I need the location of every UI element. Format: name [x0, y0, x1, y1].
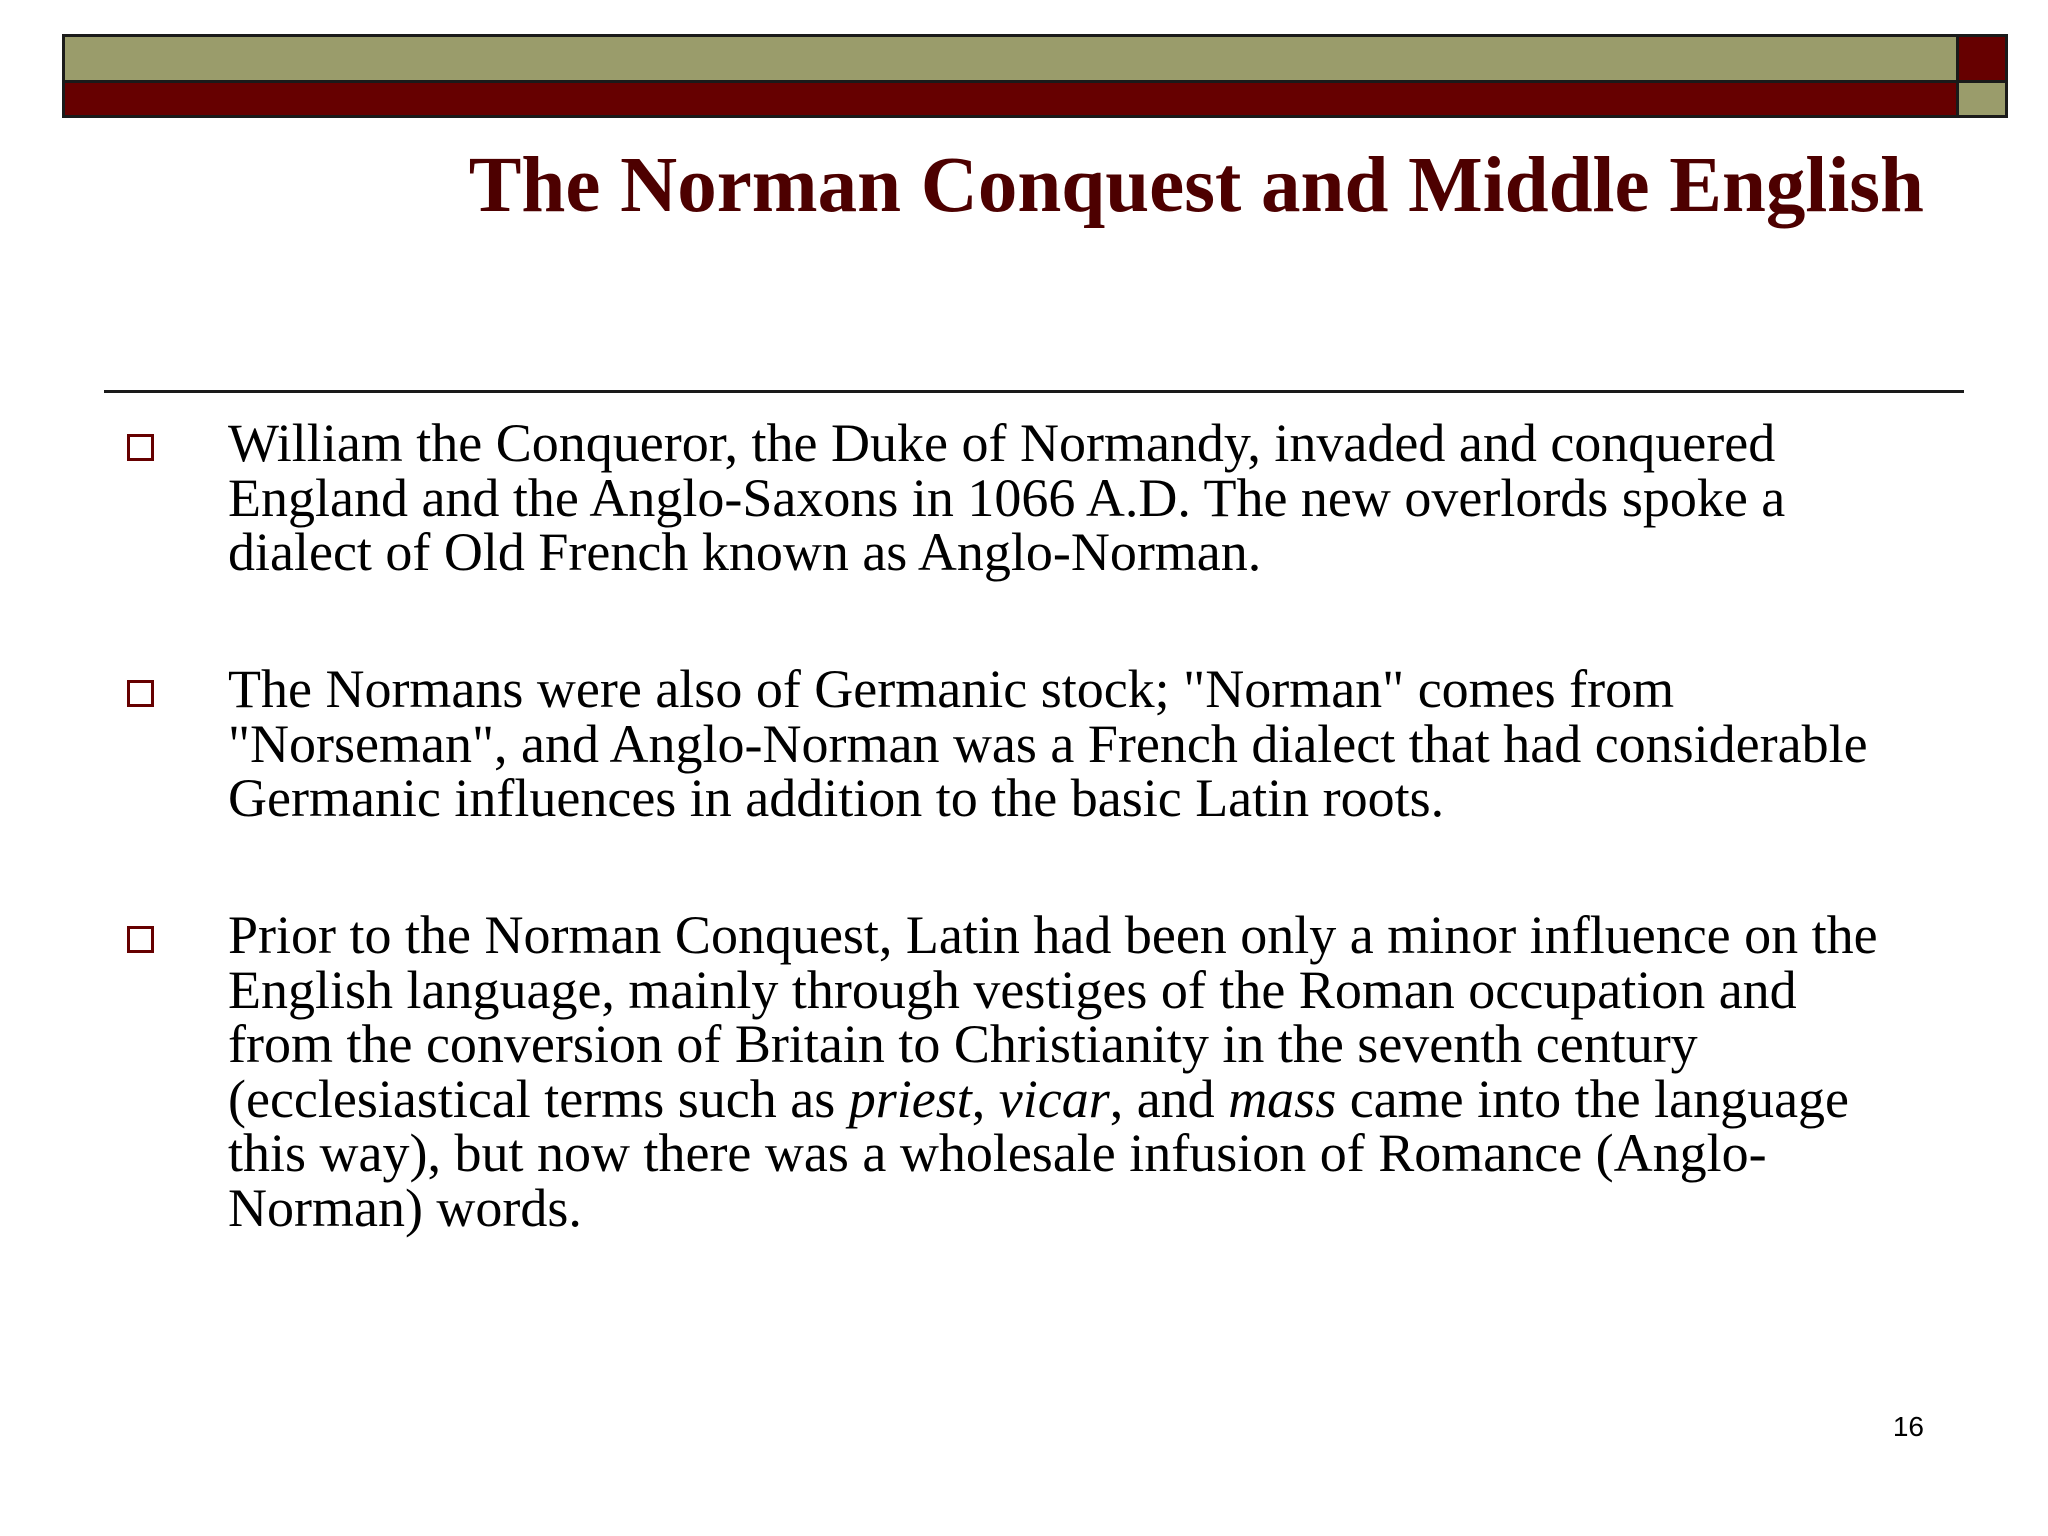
bullet-square-icon — [127, 434, 154, 461]
header-corner-maroon — [1956, 34, 2008, 83]
bullet-item: The Normans were also of Germanic stock; "Norman" comes from "Norseman", and Anglo-Norman was a French dialect that had considerable Germanic influences in addition to the basic Latin roots. — [228, 659, 1868, 828]
bullet-text-segment: came into the language this way), but now there was a wholesale infusion of Romance (Anglo-Norman) words. — [228, 1068, 1850, 1238]
bullet-item — [228, 905, 1908, 1238]
slide-title: The Norman Conquest and Middle English — [468, 142, 1924, 229]
header-band-olive — [62, 34, 1956, 83]
italic-term-priest: priest — [848, 1068, 972, 1129]
bullet-text-segment: Prior to the Norman Conquest, Latin had been only a minor influence on the English language, mainly through vestiges of the Roman occupation and from the conversion of Britain to Christianity in the seventh century (ecclesiastical terms such as — [228, 905, 1878, 1129]
bullet-text-segment: , and — [1109, 1068, 1229, 1129]
title-divider — [104, 390, 1964, 393]
bullet-text-segment: , — [971, 1068, 999, 1129]
bullet-square-icon — [127, 680, 154, 707]
bullet-item: William the Conqueror, the Duke of Normandy, invaded and conquered England and the Anglo-Saxons in 1066 A.D. The new overlords spoke a dialect of Old French known as Anglo-Norman. — [228, 413, 1786, 582]
italic-term-vicar: vicar — [998, 1068, 1110, 1129]
header-band-maroon — [62, 83, 1956, 118]
header-corner-olive — [1956, 83, 2008, 118]
page-number: 16 — [1892, 1411, 1924, 1442]
bullet-square-icon — [127, 926, 154, 953]
italic-term-mass: mass — [1228, 1068, 1337, 1129]
